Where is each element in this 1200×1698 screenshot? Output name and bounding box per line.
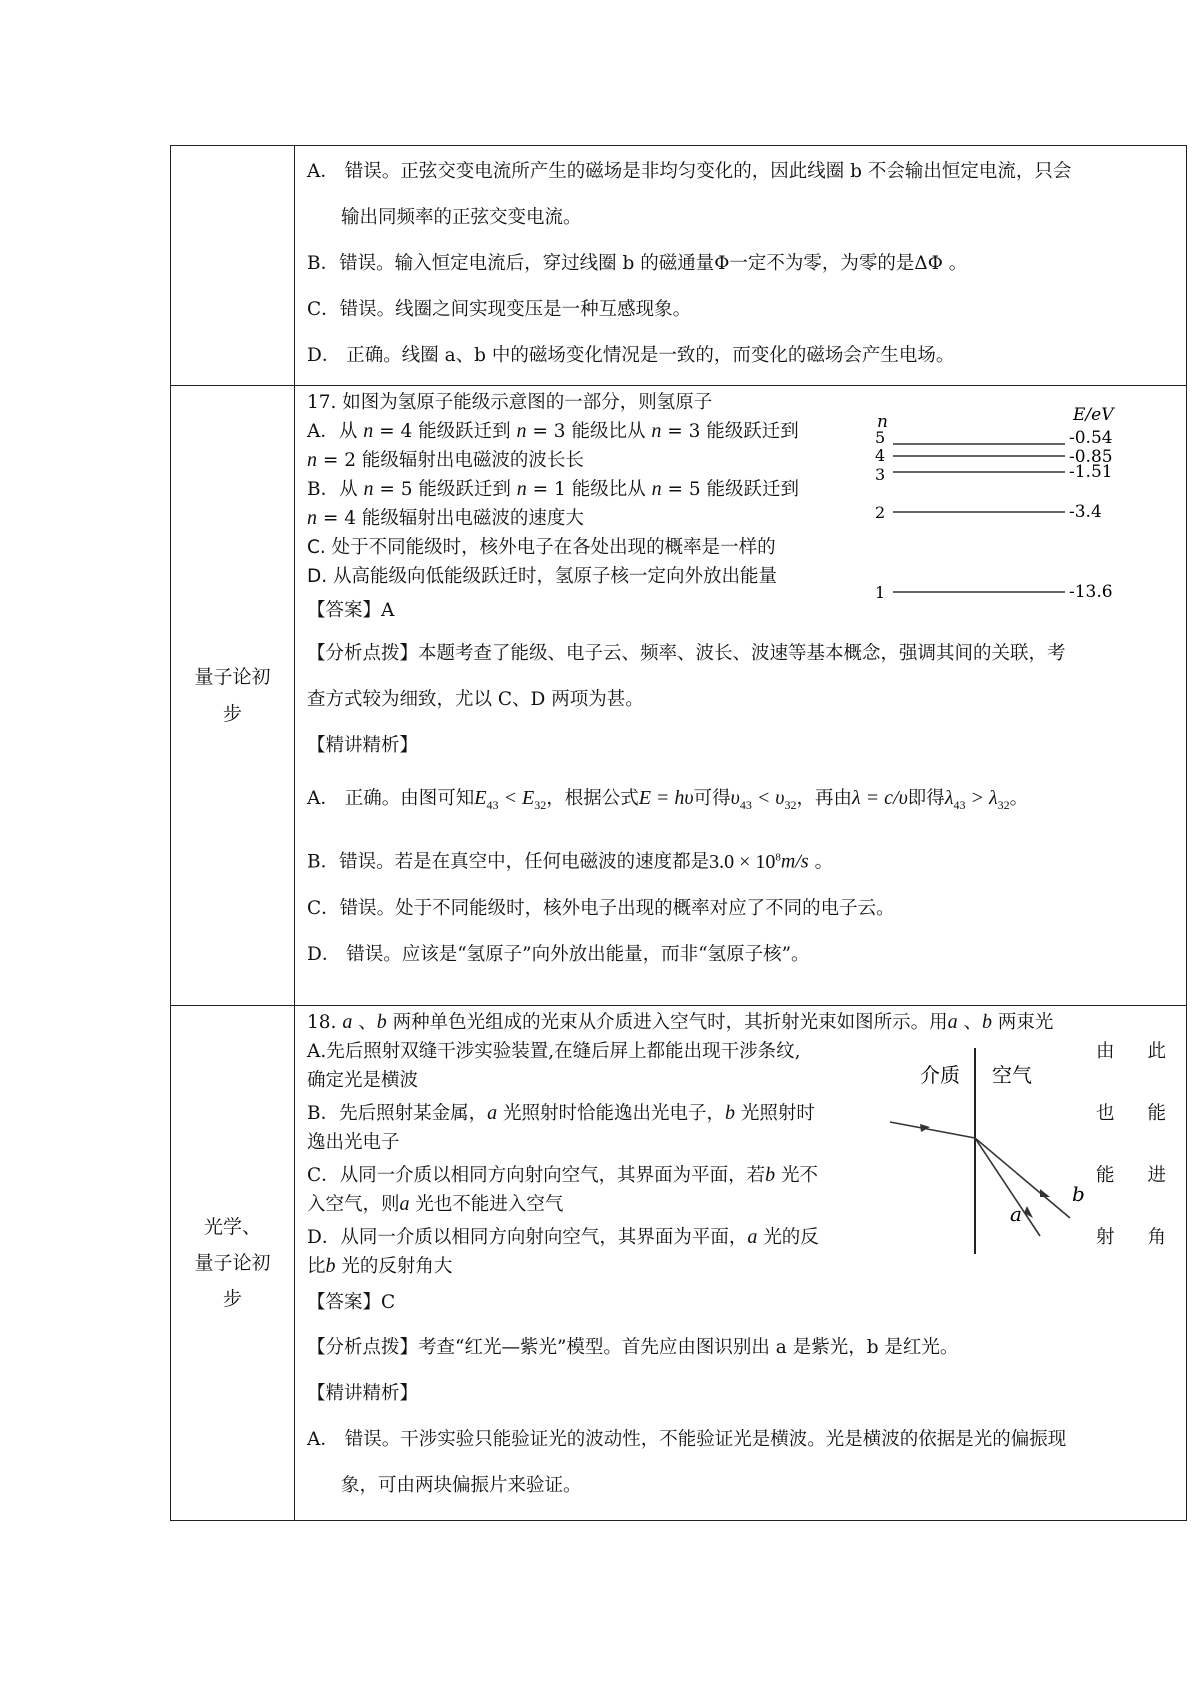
explain-a-line2: 输出同频率的正弦交变电流。 <box>341 207 582 228</box>
level-n-label: 4 <box>875 446 886 465</box>
option-d: D. 从高能级向低能级跃迁时，氢原子核一定向外放出能量 <box>307 566 778 587</box>
analysis-line1: 【分析点拨】本题考查了能级、电子云、频率、波长、波速等基本概念，强调其间的关联，考 <box>307 643 1066 664</box>
topic-line-3: 步 <box>222 1288 242 1311</box>
ray-b-label: b <box>1072 1182 1085 1206</box>
energy-axis-label: E/eV <box>1073 405 1114 425</box>
content-cell <box>295 146 1187 386</box>
level-n-label: 5 <box>875 428 886 447</box>
topic-cell <box>171 1006 295 1521</box>
option-b-line2: 逸出光电子 <box>307 1132 400 1153</box>
topic-cell-empty <box>171 146 295 386</box>
option-c-tail: 能 进 <box>1096 1165 1166 1186</box>
explain-a: A． 正确。由图可知$E_{43} < E_{32}$，根据公式E = hυ可得$\upsilon_{43} < \upsilon_{32}$，再由λ = c/υ即得$\lambda_{43} > \lambda_{32}$。 <box>307 787 1029 812</box>
analysis: 【分析点拨】考查“红光—紫光”模型。首先应由图识别出 a 是紫光，b 是红光。 <box>307 1337 959 1358</box>
n-axis-label: n <box>877 412 888 432</box>
explain-b: B．错误。若是在真空中，任何电磁波的速度都是$3.0 \times 10^8m/s$ 。 <box>307 850 834 873</box>
option-a-line1: A．从 n = 4 能级跃迁到 n = 3 能级比从 n = 3 能级跃迁到 <box>307 420 799 442</box>
level-n-label: 1 <box>875 583 886 602</box>
explain-a-line1: A． 错误。干涉实验只能验证光的波动性，不能验证光是横波。光是横波的依据是光的偏振现 <box>307 1429 1067 1450</box>
option-c: C. 处于不同能级时，核外电子在各处出现的概率是一样的 <box>307 537 776 558</box>
content-cell <box>295 1006 1187 1521</box>
explain-d: D． 错误。应该是“氢原子”向外放出能量，而非“氢原子核”。 <box>307 943 810 965</box>
topic-line-2: 量子论初 <box>194 1251 271 1274</box>
question-17-stem: 17. 如图为氢原子能级示意图的一部分，则氢原子 <box>307 392 713 413</box>
explain-b: B．错误。输入恒定电流后，穿过线圈 b 的磁通量Φ一定不为零，为零的是ΔΦ 。 <box>307 253 968 274</box>
level-energy-label: -3.4 <box>1069 502 1102 522</box>
level-n-label: 3 <box>875 465 886 484</box>
option-a-line1: A.先后照射双缝干涉实验装置,在缝后屏上都能出现干涉条纹, <box>307 1041 801 1062</box>
table-row-question-17 <box>171 386 1187 1006</box>
explain-c: C．错误。处于不同能级时，核外电子出现的概率对应了不同的电子云。 <box>307 897 895 919</box>
analysis-line2: 查方式较为细致，尤以 C、D 两项为甚。 <box>307 689 644 710</box>
option-b-line1: B．从 n = 5 能级跃迁到 n = 1 能级比从 n = 5 能级跃迁到 <box>307 478 799 500</box>
level-energy-label: -0.85 <box>1069 447 1113 467</box>
content-cell <box>295 386 1187 1006</box>
option-a-line2: n = 2 能级辐射出电磁波的波长长 <box>307 449 584 471</box>
topic-line-1: 光学、 <box>203 1215 261 1238</box>
jingjiang-heading: 【精讲精析】 <box>307 1383 419 1404</box>
answer: 【答案】A <box>307 600 395 621</box>
option-d-line2: 比b 光的反射角大 <box>307 1255 453 1277</box>
option-d-tail: 射 角 <box>1096 1227 1166 1248</box>
topic-line-1: 量子论初 <box>194 666 271 689</box>
option-c-line1: C．从同一介质以相同方向射向空气，其界面为平面，若b 光不 <box>307 1164 819 1186</box>
topic-cell <box>171 386 295 1006</box>
option-b-tail: 也 能 <box>1096 1103 1166 1124</box>
option-a-tail: 由 此 <box>1096 1041 1166 1062</box>
medium-label: 介质 <box>920 1063 960 1087</box>
level-energy-label: -0.54 <box>1069 428 1113 448</box>
ray-a-label: a <box>1010 1202 1022 1226</box>
level-energy-label: -1.51 <box>1069 462 1113 482</box>
explain-a-line2: 象，可由两块偏振片来验证。 <box>341 1475 582 1496</box>
level-n-label: 2 <box>875 503 886 522</box>
explain-c: C．错误。线圈之间实现变压是一种互感现象。 <box>307 299 692 320</box>
energy-levels <box>875 428 1113 602</box>
option-b-line2: n = 4 能级辐射出电磁波的速度大 <box>307 507 584 529</box>
air-label: 空气 <box>992 1063 1032 1087</box>
topic-line-2: 步 <box>222 702 242 725</box>
explain-d: D． 正确。线圈 a、b 中的磁场变化情况是一致的，而变化的磁场会产生电场。 <box>307 345 955 366</box>
energy-level-diagram <box>855 396 1155 628</box>
option-d-line1: D．从同一介质以相同方向射向空气，其界面为平面，a 光的反 <box>307 1226 819 1248</box>
table-row-transformer <box>171 146 1187 386</box>
answer: 【答案】C <box>307 1292 396 1313</box>
table-row-question-18 <box>171 1006 1187 1521</box>
option-c-line2: 入空气，则a 光也不能进入空气 <box>307 1193 564 1215</box>
jingjiang-heading: 【精讲精析】 <box>307 735 419 756</box>
question-18-stem: 18. a 、b 两种单色光组成的光束从介质进入空气时，其折射光束如图所示。用a 、b 两束光 <box>307 1011 1054 1033</box>
explain-a-line1: A． 错误。正弦交变电流所产生的磁场是非均匀变化的，因此线圈 b 不会输出恒定电流，只会 <box>307 161 1072 182</box>
level-energy-label: -13.6 <box>1069 582 1113 602</box>
option-b-line1: B．先后照射某金属，a 光照射时恰能逸出光电子，b 光照射时 <box>307 1102 815 1124</box>
content-table <box>170 145 1187 1521</box>
option-a-line2: 确定光是横波 <box>307 1070 419 1091</box>
